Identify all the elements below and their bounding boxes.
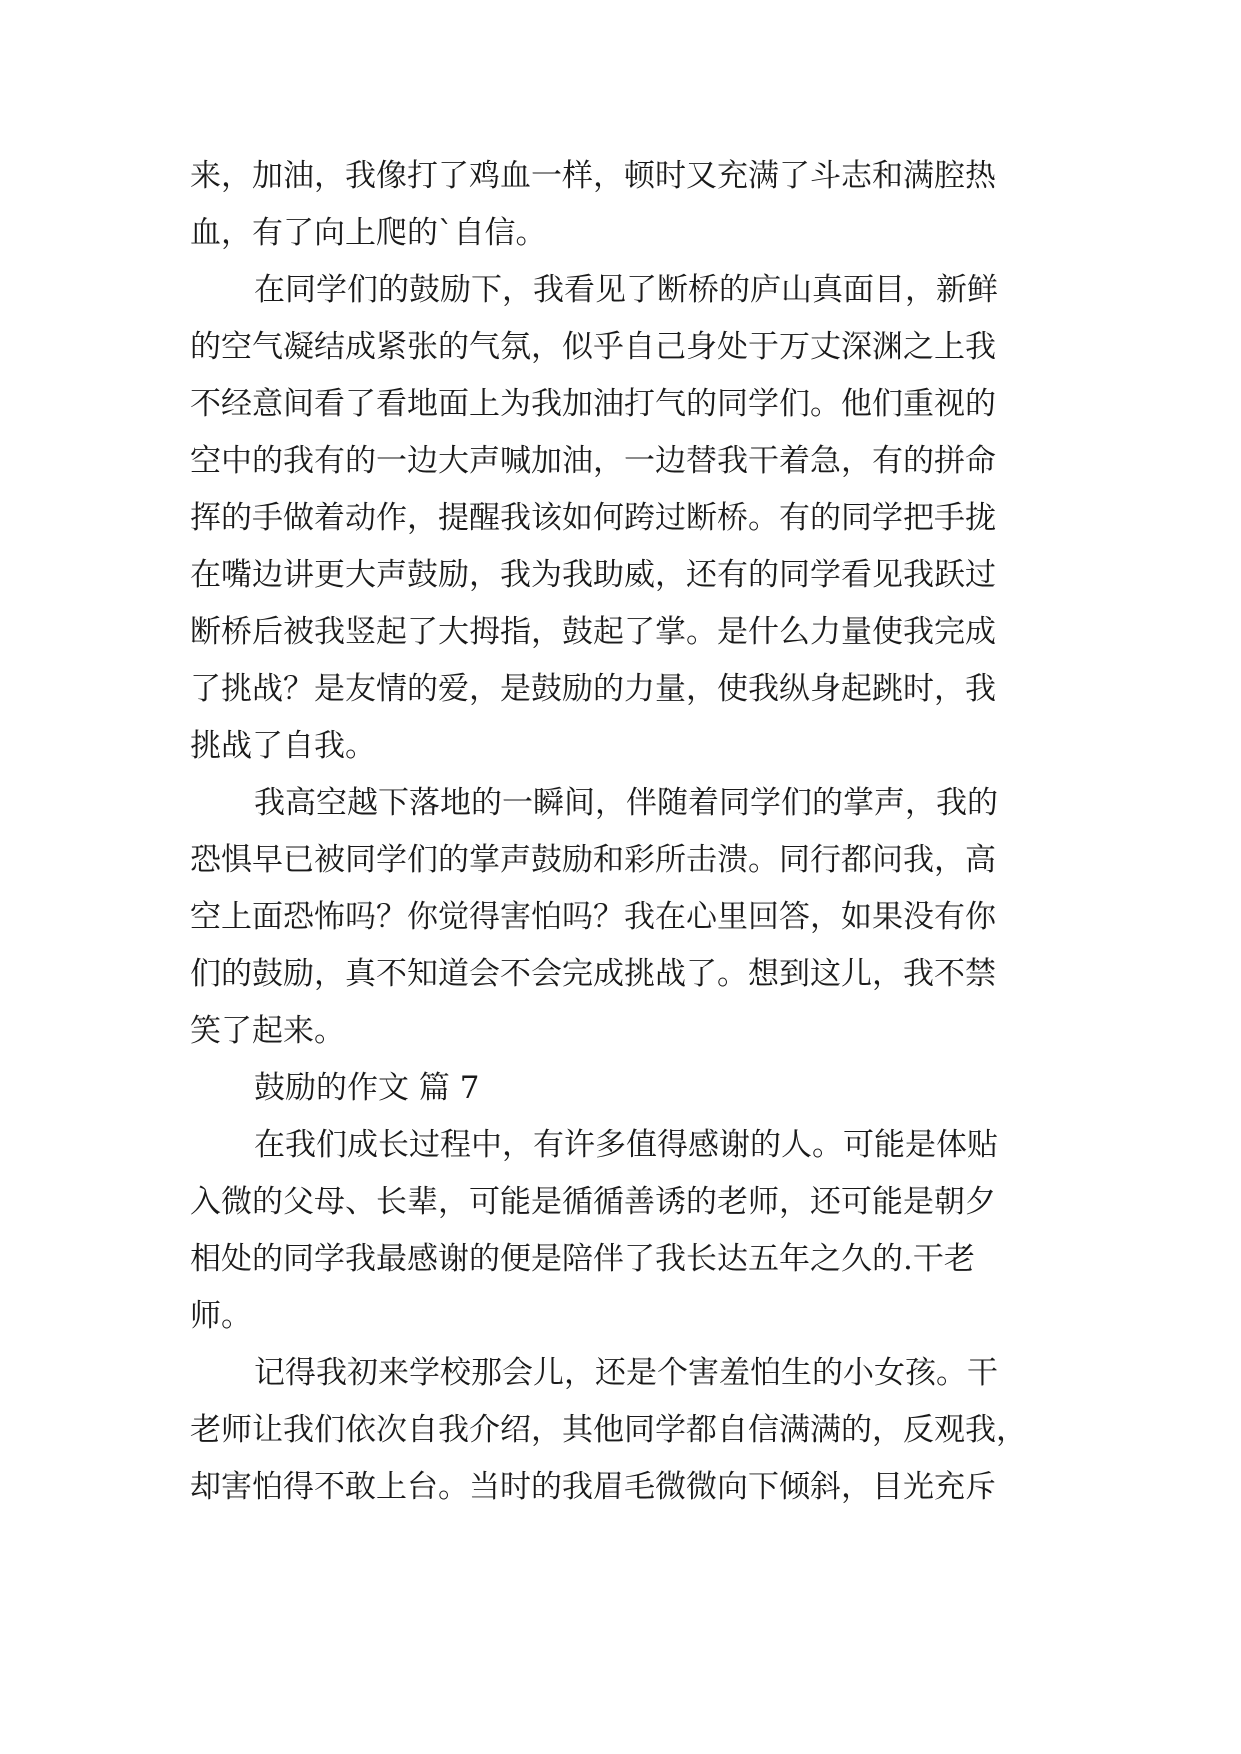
paragraph-line: 空上面恐怖吗？你觉得害怕吗？我在心里回答，如果没有你 [190, 899, 996, 935]
paragraph-line: 血，有了向上爬的`自信。 [190, 215, 547, 251]
paragraph-line: 空中的我有的一边大声喊加油，一边替我干着急，有的拼命 [190, 443, 996, 479]
paragraph-line: 不经意间看了看地面上为我加油打气的同学们。他们重视的 [190, 386, 996, 422]
paragraph-line: 来，加油，我像打了鸡血一样，顿时又充满了斗志和满腔热 [190, 158, 996, 194]
paragraph-line: 却害怕得不敢上台。当时的我眉毛微微向下倾斜，目光充斥 [190, 1469, 996, 1505]
paragraph-line: 相处的同学我最感谢的便是陪伴了我长达五年之久的.干老 [190, 1241, 975, 1277]
paragraph-line: 记得我初来学校那会儿，还是个害羞怕生的小女孩。干 [254, 1355, 998, 1391]
paragraph-line: 的空气凝结成紧张的气氛，似乎自己身处于万丈深渊之上我 [190, 329, 996, 365]
paragraph-line: 师。 [190, 1298, 252, 1334]
paragraph-line: 断桥后被我竖起了大拇指，鼓起了掌。是什么力量使我完成 [190, 614, 996, 650]
paragraph-line: 在嘴边讲更大声鼓励，我为我助威，还有的同学看见我跃过 [190, 557, 996, 593]
paragraph-line: 了挑战？是友情的爱，是鼓励的力量，使我纵身起跳时，我 [190, 671, 996, 707]
paragraph-line: 我高空越下落地的一瞬间，伴随着同学们的掌声，我的 [254, 785, 998, 821]
paragraph-line: 恐惧早已被同学们的掌声鼓励和彩所击溃。同行都问我，高 [190, 842, 996, 878]
paragraph-line: 笑了起来。 [190, 1013, 345, 1049]
paragraph-line: 在同学们的鼓励下，我看见了断桥的庐山真面目，新鲜 [254, 272, 998, 308]
paragraph-line: 们的鼓励，真不知道会不会完成挑战了。想到这儿，我不禁 [190, 956, 996, 992]
paragraph-line: 挥的手做着动作，提醒我该如何跨过断桥。有的同学把手拢 [190, 500, 996, 536]
paragraph-line: 挑战了自我。 [190, 728, 376, 764]
paragraph-line: 入微的父母、长辈，可能是循循善诱的老师，还可能是朝夕 [190, 1184, 996, 1220]
paragraph-line: 在我们成长过程中，有许多值得感谢的人。可能是体贴 [254, 1127, 998, 1163]
section-heading: 鼓励的作文 篇 7 [254, 1070, 480, 1106]
paragraph-line: 老师让我们依次自我介绍，其他同学都自信满满的，反观我， [190, 1412, 1027, 1448]
